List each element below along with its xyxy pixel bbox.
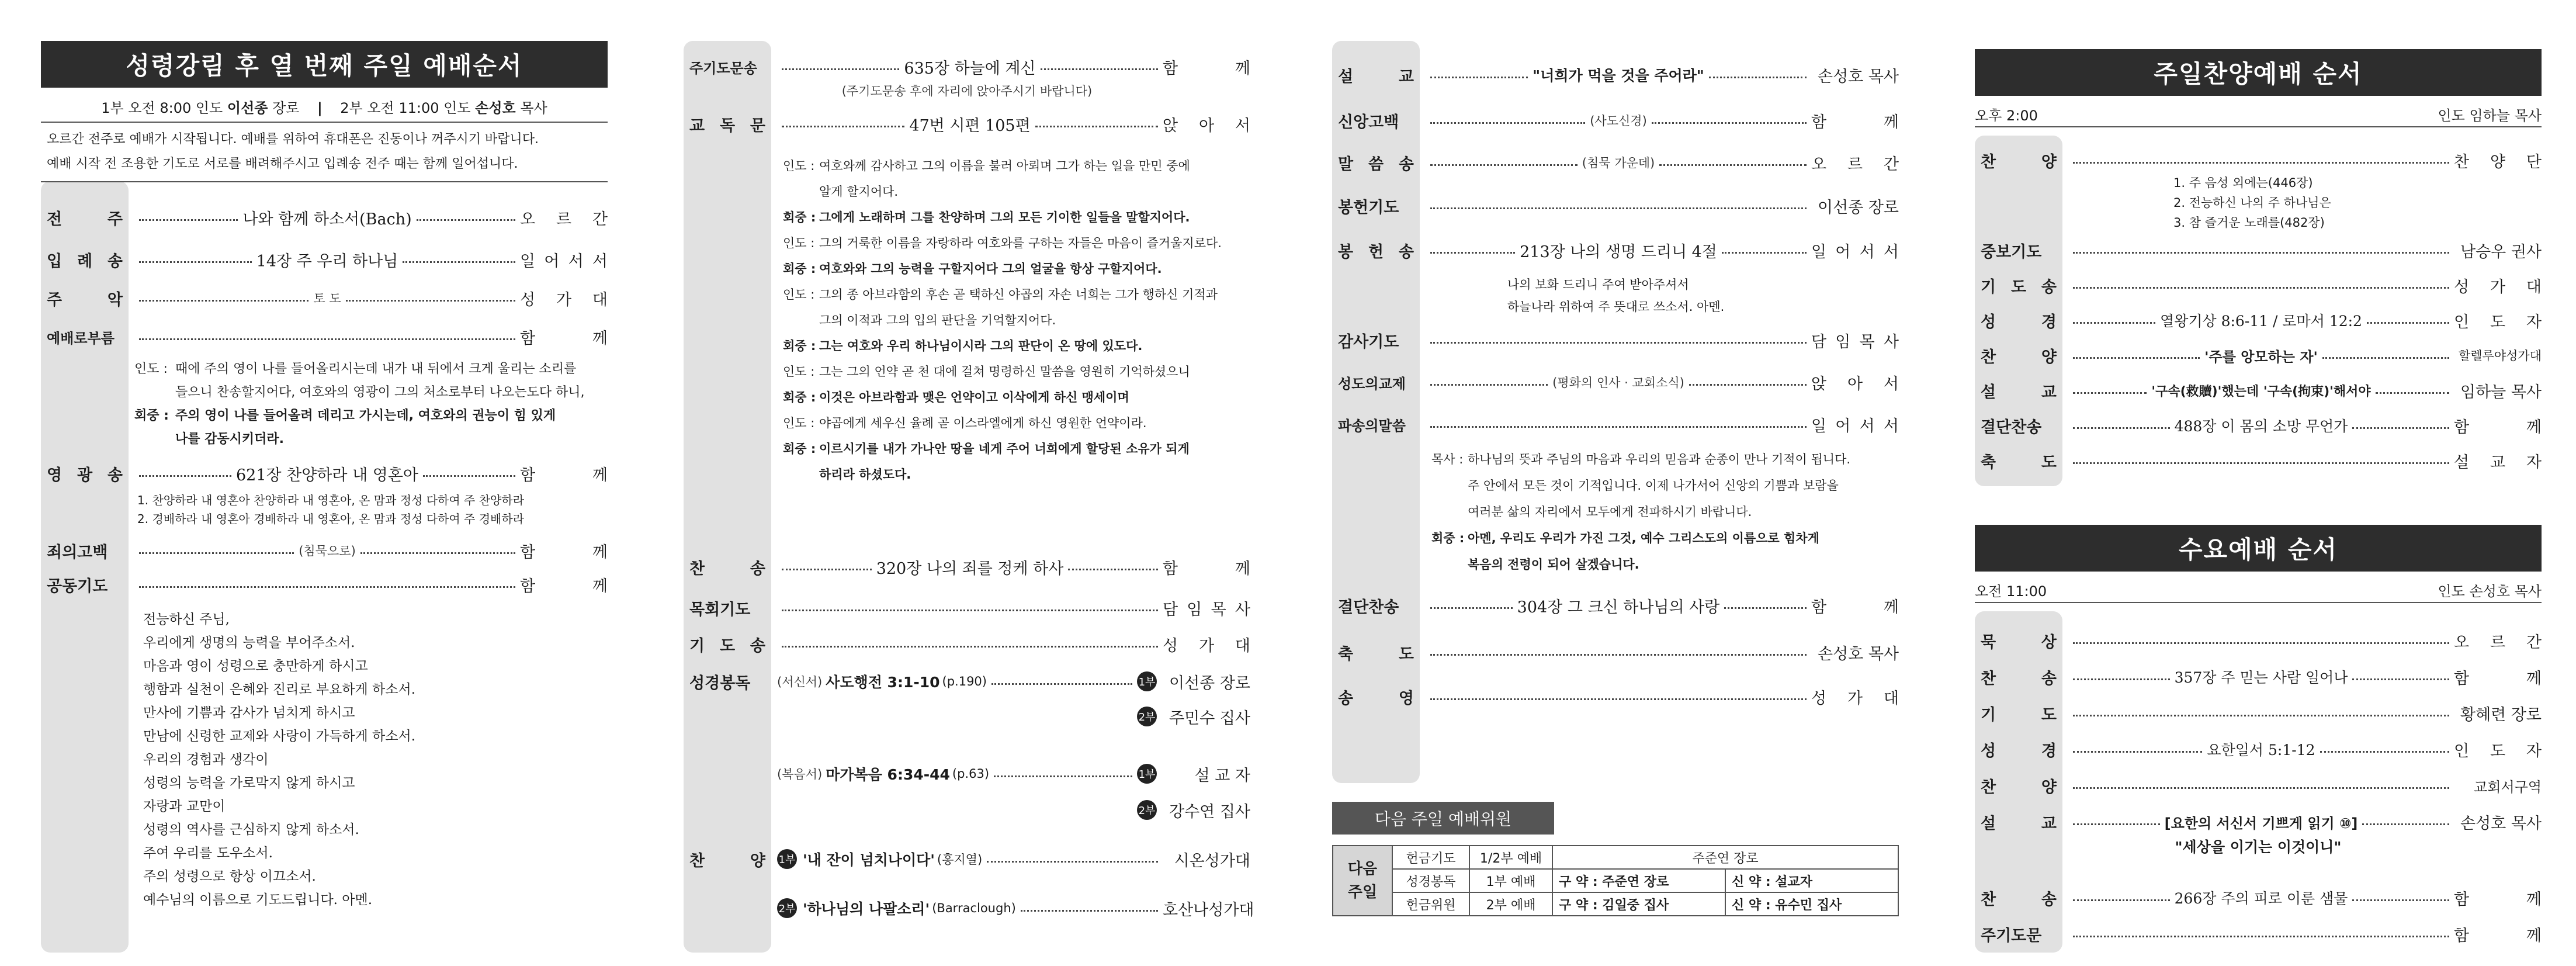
order-label: 주 악 — [47, 290, 123, 309]
order-row — [1332, 148, 1899, 176]
sunday-praise-leader: 인도 임하늘 목사 — [2438, 108, 2542, 124]
order-item: 621장 찬양하라 내 영혼아 — [235, 466, 419, 484]
order-label: 찬 양 — [1981, 778, 2057, 797]
order-row — [1332, 368, 1899, 396]
order-label: 성 경 — [1981, 742, 2057, 760]
gloria-lyrics: 1. 찬양하라 내 영혼아 찬양하라 내 영혼아, 온 맘과 정성 다하여 주 찬양하라 2. 경배하라 내 영혼아 경배하라 내 영혼아, 온 맘과 정성 다하여 주 경배하라 — [137, 493, 525, 526]
order-label: 설 교 — [1981, 814, 2057, 833]
order-row — [41, 284, 608, 312]
order-row — [1332, 106, 1899, 134]
order-label: 주기도문 — [1981, 926, 2042, 945]
first-service-role: 장로 — [272, 100, 300, 116]
sermon-series: [요한의 서신서 기쁘게 읽기 ⑩] — [2164, 815, 2358, 832]
page-title: 성령강림 후 열 번째 주일 예배순서 — [41, 41, 608, 88]
wednesday-service-info — [1975, 580, 2542, 600]
order-item: 304장 그 크신 하나님의 사랑 — [1517, 598, 1720, 617]
order-who: 담 임 목 사 — [1811, 333, 1899, 351]
order-who: 함 께 — [2454, 926, 2542, 945]
sermon-title: '구속(救贖)'했는데 '구속(拘束)'해서야 — [2151, 384, 2371, 399]
order-who: 함 께 — [1811, 598, 1899, 617]
order-item: 320장 나의 죄를 정케 하사 — [876, 559, 1064, 578]
order-label: 성 경 — [1981, 313, 2057, 331]
service-badge: 1부 — [777, 849, 797, 869]
first-service-leader: 이선종 — [227, 100, 268, 116]
order-who: 오 르 간 — [1811, 155, 1899, 174]
order-item: 14장 주 우리 하나님 — [256, 252, 398, 271]
intro-text — [47, 127, 602, 176]
choir-name: 호산나성가대 — [1163, 901, 1254, 919]
order-label: 설 교 — [1981, 383, 2057, 401]
order-who: 손성호 목사 — [2460, 814, 2542, 833]
order-label: 영 광 송 — [47, 466, 123, 484]
order-label: 전 주 — [47, 210, 123, 228]
order-label: 기 도 송 — [1981, 278, 2057, 296]
order-label: 공동기도 — [47, 577, 108, 595]
order-row — [1332, 236, 1899, 264]
order-row — [1332, 192, 1899, 220]
service-badge: 1부 — [1137, 764, 1157, 784]
order-who: 오 르 간 — [520, 210, 608, 228]
order-row — [1975, 735, 2542, 763]
order-row — [684, 594, 1250, 622]
order-label: 예배로부름 — [47, 330, 115, 347]
order-item: 266장 주의 피로 이룬 샘물 — [2174, 890, 2348, 907]
order-label: 교 독 문 — [689, 116, 765, 135]
order-who: 일 어 서 서 — [520, 252, 608, 271]
order-label: 결단찬송 — [1981, 418, 2042, 437]
order-row — [1975, 771, 2542, 799]
order-label: 목회기도 — [689, 600, 751, 619]
service-badge: 2부 — [1137, 800, 1157, 820]
order-label: 신앙고백 — [1338, 113, 1399, 131]
next-week-committee-table: 다음 주일 헌금기도 1/2부 예배 주준연 장로 성경봉독 1부 예배 구 약 : 주준연 장로 신 약 : 설교자 헌금위원 2부 예배 구 약 : 김일중 집사 신 약 : 유수민 집사 — [1332, 845, 1899, 916]
order-row — [41, 459, 608, 487]
order-row — [1332, 410, 1899, 438]
order-who: 설 교 자 — [2454, 453, 2542, 472]
order-row — [1975, 146, 2542, 174]
order-label: 기 도 송 — [689, 636, 765, 655]
intro-line: 오르간 전주로 예배가 시작됩니다. 예배를 위하여 휴대폰은 진동이나 꺼주시기 바랍니다. — [47, 132, 539, 147]
service-badge: 1부 — [1137, 671, 1157, 691]
sermon-title: "너희가 먹을 것을 주어라" — [1533, 67, 1704, 84]
order-row — [684, 553, 1250, 581]
order-row — [41, 323, 608, 351]
order-label: 축 도 — [1338, 645, 1414, 663]
order-who: 함 께 — [1163, 59, 1250, 78]
order-label: 성경봉독 — [689, 674, 751, 693]
order-item: 488장 이 몸의 소망 무언가 — [2174, 418, 2348, 435]
order-label: 결단찬송 — [1338, 598, 1399, 617]
order-who: 함 께 — [2454, 669, 2542, 688]
order-row — [1975, 271, 2542, 299]
order-label: 송 영 — [1338, 689, 1414, 708]
second-service-leader: 손성호 — [475, 100, 516, 116]
order-item: 47번 시편 105편 — [909, 116, 1031, 135]
common-prayer: 전능하신 주님, 우리에게 생명의 능력을 부어주소서. 마음과 영이 성령으로 충만하게 하시고 행함과 실천이 은혜와 진리로 부요하게 하소서. 만사에 기쁨과 감사가 넘치게 하시고 만남에 신령한 교제와 사랑이 가득하게 하소서. 우리의 경험과 생각이 성령의 능력을 가로막지 않게 하시고 자랑과 교만이 성령의 역사를 근심하지 않게 하소서. 주여 우리를 도우소서. 주의 성령으로 항상 이끄소서. 예수님의 이름으로 기도드립니다. 아멘. — [143, 612, 416, 908]
order-label: 설 교 — [1338, 67, 1414, 86]
order-label: 기 도 — [1981, 705, 2057, 724]
order-label: 말 씀 송 — [1338, 155, 1414, 174]
order-who: 함 께 — [2454, 890, 2542, 909]
order-label: 찬 송 — [689, 559, 765, 578]
order-row — [41, 203, 608, 231]
order-who: 성 가 대 — [1163, 636, 1250, 655]
sunday-praise-time: 오후 2:00 — [1975, 108, 2038, 124]
order-who: 함 께 — [520, 543, 608, 562]
order-label: 찬 송 — [1981, 669, 2057, 688]
column-other-services — [1975, 0, 2542, 966]
order-item: (침묵으로) — [299, 544, 356, 558]
order-item: 357장 주 믿는 사람 일어나 — [2174, 669, 2348, 686]
order-label: 중보기도 — [1981, 243, 2042, 261]
order-label: 봉 헌 송 — [1338, 243, 1414, 261]
order-who: 함 께 — [520, 466, 608, 484]
anthem-title: '내 잔이 넘치나이다' — [803, 851, 935, 868]
order-label: 입 례 송 — [47, 252, 123, 271]
order-who: 오 르 간 — [2454, 633, 2542, 652]
order-row — [1975, 306, 2542, 334]
order-who: 함 께 — [520, 577, 608, 595]
order-row — [1975, 884, 2542, 912]
order-item: 열왕기상 8:6-11 / 로마서 12:2 — [2160, 313, 2362, 330]
order-who: 함 께 — [520, 329, 608, 348]
order-who: 인 도 자 — [2454, 313, 2542, 331]
order-who: 성 가 대 — [2454, 278, 2542, 296]
separator: | — [317, 100, 323, 116]
order-row — [1975, 236, 2542, 264]
order-row — [1975, 446, 2542, 475]
praise-list: 1. 주 음성 외에는(446장) 2. 전능하신 나의 주 하나님은 3. 참 즐거운 노래를(482장) — [2173, 176, 2331, 230]
order-item: 토 도 — [313, 292, 341, 306]
order-label: 찬 양 — [689, 851, 765, 870]
divider — [41, 122, 608, 123]
lords-prayer-note: (주기도문송 후에 자리에 앉아주시기 바랍니다) — [841, 84, 1093, 98]
order-who: 남승우 권사 — [2460, 243, 2542, 261]
sunday-praise-info — [1975, 104, 2542, 124]
scripture-row: 성경봉독 (서신서) 사도행전 3:1-10 (p.190) 1부 이선종 장로 — [684, 667, 1250, 695]
order-item: '주를 앙모하는 자' — [2204, 348, 2318, 365]
divider — [1975, 126, 2542, 127]
order-row — [41, 570, 608, 598]
call-to-worship: 인도 : 때에 주의 영이 나를 들어올리시는데 내가 내 뒤에서 크게 울리는 소리를 들으니 찬송할지어다, 여호와의 영광이 그의 처소로부터 나오는도다 하니, 회중 : 주의 영이 나를 들어올려 데리고 가시는데, 여호와의 권능이 힘 있게 나를 감동시키더라. — [134, 362, 585, 446]
divider — [41, 181, 608, 182]
order-label: 찬 양 — [1981, 153, 2057, 171]
order-who: 할렐루야성가대 — [2458, 349, 2542, 363]
order-who: 함 께 — [1811, 113, 1899, 131]
order-label: 묵 상 — [1981, 633, 2057, 652]
order-who: 앉 아 서 — [1811, 375, 1899, 393]
order-item: 나와 함께 하소서(Bach) — [242, 210, 412, 228]
order-row — [41, 245, 608, 273]
reader-name: 강수연 집사 — [1169, 802, 1250, 821]
order-label: 감사기도 — [1338, 333, 1399, 351]
order-label: 봉헌기도 — [1338, 198, 1399, 217]
order-row — [684, 53, 1250, 81]
sunday-praise-title: 주일찬양예배 순서 — [1975, 49, 2542, 96]
order-who: 성 가 대 — [1811, 689, 1899, 708]
order-item: 요한일서 5:1-12 — [2207, 742, 2315, 759]
order-row — [1332, 326, 1899, 354]
first-service-time: 1부 오전 8:00 인도 — [101, 100, 223, 116]
order-who: 성 가 대 — [520, 290, 608, 309]
sending-words: 목사 : 하나님의 뜻과 주님의 마음과 우리의 믿음과 순종이 만나 기적이 됩니다. 주 안에서 모든 것이 기적입니다. 이제 나가서어 신앙의 기쁨과 보람을 여러분 삶의 자리에서 모두에게 전파하시기 바랍니다. 회중 : 아멘, 우리도 우리가 가진 그것, 예수 그리스도의 이름으로 힘차게 복음의 전령이 되어 살겠습니다. — [1431, 452, 1851, 572]
order-row — [1975, 808, 2542, 836]
order-who: 인 도 자 — [2454, 742, 2542, 760]
order-row — [1975, 411, 2542, 439]
sermon-title: "세상을 이기는 이것이니" — [2175, 839, 2342, 856]
order-who: 함 께 — [1163, 559, 1250, 578]
order-who: 일 어 서 서 — [1811, 243, 1899, 261]
wednesday-service-title: 수요예배 순서 — [1975, 525, 2542, 572]
order-who: 황혜련 장로 — [2460, 705, 2542, 724]
reader-name: 이선종 장로 — [1169, 674, 1250, 693]
order-row — [1332, 61, 1899, 89]
service-times — [41, 96, 608, 117]
service-badge: 2부 — [1137, 707, 1157, 726]
order-who: 찬 양 단 — [2454, 153, 2542, 171]
column-order-continued — [684, 0, 1254, 966]
order-who: 함 께 — [2454, 418, 2542, 437]
scripture-ref: 마가복음 6:34-44 — [826, 766, 950, 783]
order-row — [1975, 699, 2542, 727]
reader-name: 설 교 자 — [1194, 766, 1250, 785]
order-label: 주기도문송 — [689, 60, 757, 77]
next-week-committee-tag: 다음 주일 예배위원 — [1332, 802, 1554, 835]
order-item: (평화의 인사 · 교회소식) — [1552, 376, 1684, 390]
order-who: 손성호 목사 — [1818, 67, 1899, 86]
column-main-service — [41, 0, 608, 966]
order-who: 앉 아 서 — [1163, 116, 1250, 135]
order-label: 축 도 — [1981, 453, 2057, 472]
wednesday-service-leader: 인도 손성호 목사 — [2438, 583, 2542, 600]
order-row — [684, 110, 1250, 138]
order-who: 교회서구역 — [2474, 778, 2542, 795]
order-row — [1332, 683, 1899, 711]
offering-lyrics: 나의 보화 드리니 주여 받아주셔서 하늘나라 위하여 주 뜻대로 쓰소서. 아멘. — [1507, 278, 1725, 314]
order-row — [1975, 626, 2542, 655]
wednesday-service-time: 오전 11:00 — [1975, 583, 2047, 600]
anthem-title: '하나님의 나팔소리' — [803, 901, 930, 917]
second-service-role: 목사 — [520, 100, 547, 116]
order-label: 찬 송 — [1981, 890, 2057, 909]
order-who: 임하늘 목사 — [2460, 383, 2542, 401]
order-row — [1332, 591, 1899, 619]
order-row — [1975, 376, 2542, 404]
order-who: 담 임 목 사 — [1163, 600, 1250, 619]
committee-side-label: 다음 주일 — [1333, 846, 1392, 916]
responsive-reading: 인도 : 여호와께 감사하고 그의 이름을 불러 아뢰며 그가 하는 일을 만민 중에 알게 할지어다. 회중 : 그에게 노래하며 그를 찬양하며 그의 모든 기이한 일들을 말할지어다. 인도 : 그의 거룩한 이름을 자랑하라 여호와를 구하는 자들은 마음이 즐거울지로다. 회중 : 여호와와 그의 능력을 구할지어다 그의 얼굴을 항상 구할지어다. 인도 : 그의 종 아브라함의 후손 곧 택하신 야곱의 자손 너희는 그가 행하신 기적과 그의 이적과 그의 입의 판단을 기억할지어다. 회중 : 그는 여호와 우리 하나님이시라 그의 판단이 온 땅에 있도다. 인도 : 그는 그의 언약 곧 천 대에 걸쳐 명령하신 말씀을 영원히 기억하셨으니 회중 : 이것은 아브라함과 맺은 언약이고 이삭에게 하신 맹세이며 인도 : 야곱에게 세우신 율례 곧 이스라엘에게 하신 영원한 언약이라. 회중 : 이르시기를 내가 가나안 땅을 네게 주어 너희에게 할당된 소유가 되게 하리라 하셨도다. — [783, 159, 1222, 482]
order-row — [1332, 638, 1899, 666]
order-row — [1975, 341, 2542, 369]
order-who: 손성호 목사 — [1818, 645, 1899, 663]
order-item: (사도신경) — [1590, 114, 1647, 128]
scripture-row — [684, 796, 1250, 824]
service-badge: 2부 — [777, 898, 797, 918]
scripture-row: (복음서) 마가복음 6:34-44 (p.63) 1부 설 교 자 — [684, 760, 1250, 788]
order-label: 죄의고백 — [47, 543, 108, 562]
order-row — [684, 630, 1250, 658]
order-item: (침묵 가운데) — [1582, 156, 1655, 170]
order-label: 파송의말씀 — [1338, 417, 1406, 434]
column-sermon-and-sending — [1332, 0, 1899, 966]
divider — [1975, 602, 2542, 603]
choir-name: 시온성가대 — [1174, 851, 1250, 870]
reader-name: 주민수 집사 — [1169, 709, 1250, 728]
order-who: 이선종 장로 — [1818, 198, 1899, 217]
order-item: 213장 나의 생명 드리니 4절 — [1520, 243, 1717, 261]
order-label: 성도의교제 — [1338, 375, 1406, 392]
second-service-time: 2부 오전 11:00 인도 — [340, 100, 471, 116]
order-row — [41, 536, 608, 565]
intro-line: 예배 시작 전 조용한 기도로 서로를 배려해주시고 입례송 전주 때는 함께 일어섭니다. — [47, 157, 518, 171]
order-label: 찬 양 — [1981, 348, 2057, 366]
order-who: 일 어 서 서 — [1811, 417, 1899, 435]
anthem-row: 2부 '하나님의 나팔소리' (Barraclough) 호산나성가대 — [684, 894, 1250, 922]
scripture-row — [684, 702, 1250, 730]
scripture-ref: 사도행전 3:1-10 — [826, 674, 940, 691]
order-row — [1975, 920, 2542, 948]
anthem-row: 찬 양 1부 '내 잔이 넘치나이다' (홍지열) 시온성가대 — [684, 845, 1250, 873]
order-item: 635장 하늘에 계신 — [904, 59, 1036, 78]
order-row — [1975, 663, 2542, 691]
